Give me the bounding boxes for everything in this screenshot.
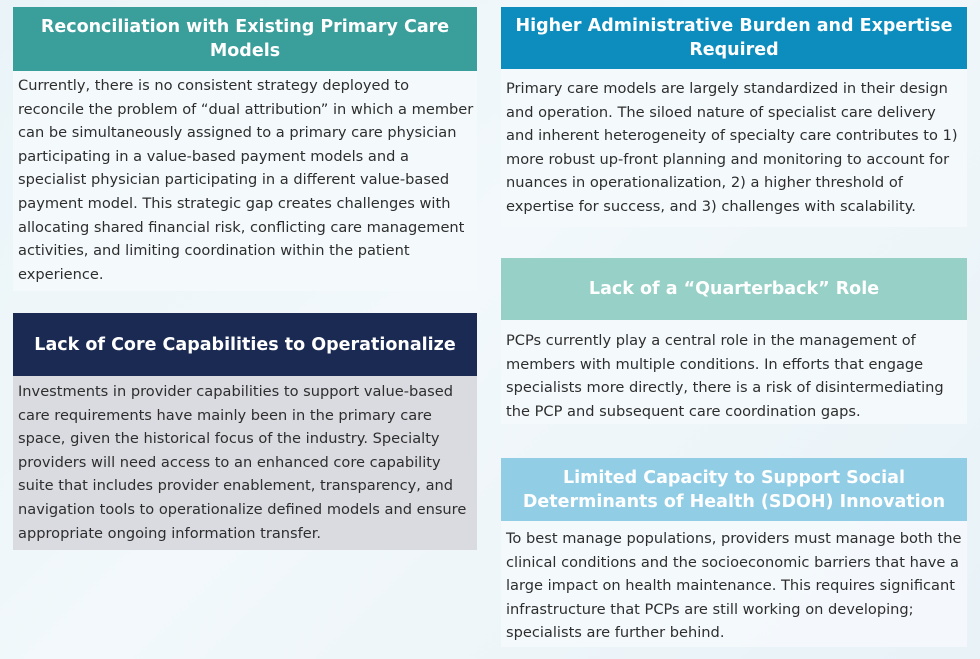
sdoh-body: To best manage populations, providers must manage both the clinical conditions and the socioeconomic barriers that have a large impact on health maintenance. This requires significant infrastructure that PCPs are still working on developing; specialists are further behind. [501,521,967,647]
reconciliation-title: Reconciliation with Existing Primary Care Models [13,7,477,71]
administrative-burden-title: Higher Administrative Burden and Expertise Required [501,7,967,69]
quarterback-body: PCPs currently play a central role in the management of members with multiple conditions. In efforts that engage specialists more directly, there is a risk of disintermediating the PCP and subsequent care coordination gaps. [501,320,967,424]
quarterback-title: Lack of a “Quarterback” Role [501,258,967,320]
core-capabilities-panel [13,313,477,550]
sdoh-title: Limited Capacity to Support Social Determinants of Health (SDOH) Innovation [501,458,967,521]
sdoh-panel [501,458,967,647]
reconciliation-panel [13,7,477,291]
reconciliation-body: Currently, there is no consistent strategy deployed to reconcile the problem of “dual attribution” in which a member can be simultaneously assigned to a primary care physician participating in a value-based payment models and a specialist physician participating in a different value-based payment model. This strategic gap creates challenges with allocating shared financial risk, conflicting care management activities, and limiting coordination within the patient experience. [13,71,477,291]
core-capabilities-body: Investments in provider capabilities to support value-based care requirements have mainly been in the primary care space, given the historical focus of the industry. Specialty providers will need access to an enhanced core capability suite that includes provider enablement, transparency, and navigation tools to operationalize defined models and ensure appropriate ongoing information transfer. [13,376,477,550]
quarterback-panel [501,258,967,424]
core-capabilities-title: Lack of Core Capabilities to Operationalize [13,313,477,376]
administrative-burden-panel [501,7,967,227]
administrative-burden-body: Primary care models are largely standardized in their design and operation. The siloed nature of specialist care delivery and inherent heterogeneity of specialty care contributes to 1) more robust up-front planning and monitoring to account for nuances in operationalization, 2) a higher threshold of expertise for success, and 3) challenges with scalability. [501,69,967,227]
